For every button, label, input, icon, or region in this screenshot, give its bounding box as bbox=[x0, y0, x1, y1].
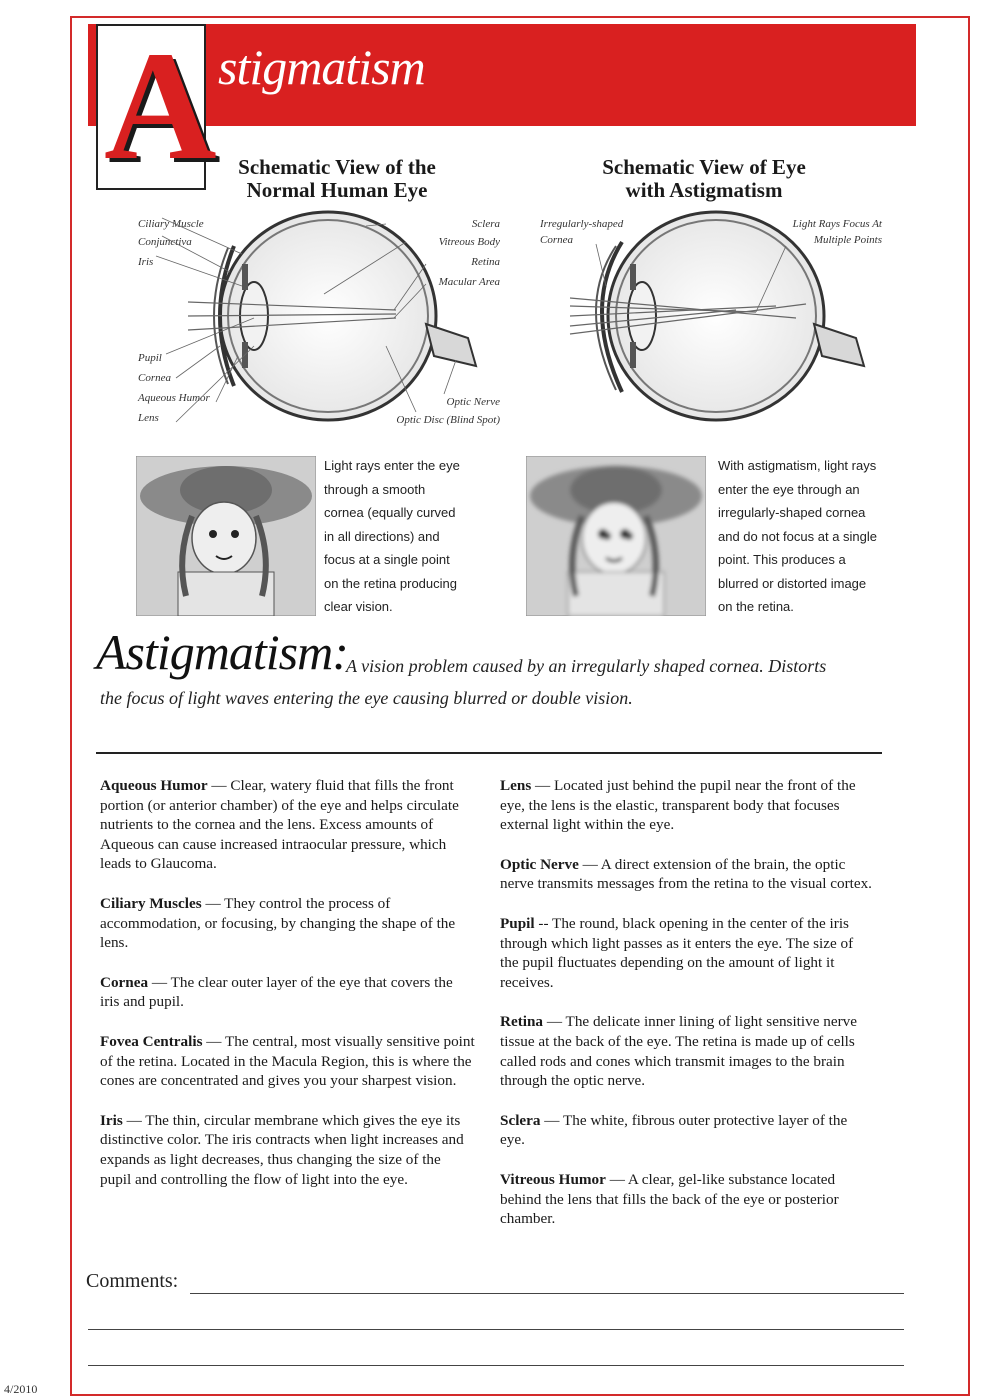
glossary-description: — A direct extension of the brain, the optic nerve transmits messages from the retina to the visual cortex. bbox=[500, 855, 872, 893]
definition-line-2: the focus of light waves entering the eye causing blurred or double vision. bbox=[100, 688, 633, 708]
caption-line: on the retina producing bbox=[324, 575, 457, 591]
comments-line-1[interactable] bbox=[190, 1293, 904, 1294]
glossary-term: Iris bbox=[100, 1111, 123, 1129]
glossary-description: — Located just behind the pupil near the front of the eye, the lens is the elastic, transparent body that focuses external light within the eye. bbox=[500, 777, 856, 834]
comments-label: Comments: bbox=[86, 1270, 179, 1292]
glossary-term: Optic Nerve bbox=[500, 855, 579, 873]
glossary-description: -- The round, black opening in the center of the iris through which light passes as it enters the eye. The size of the pupil fluctuates depending on the amount of light it receives. bbox=[500, 914, 854, 991]
glossary-entry bbox=[500, 855, 875, 894]
astig-vision-caption bbox=[718, 454, 877, 619]
normal-eye-label: Retina bbox=[471, 256, 500, 268]
glossary-description: — The thin, circular membrane which gives the eye its distinctive color. The iris contracts when light increases and expands as light decreases, thus changing the size of the pupil and controlling the flow of light into the eye. bbox=[100, 1111, 464, 1188]
normal-eye-label: Aqueous Humor bbox=[138, 392, 210, 404]
caption-line: and do not focus at a single bbox=[718, 528, 878, 544]
definition-line-1: A vision problem caused by an irregularly shaped cornea. Distorts bbox=[346, 656, 827, 676]
caption-line: blurred or distorted image bbox=[718, 575, 867, 591]
glossary-entry bbox=[500, 914, 875, 992]
glossary-entry bbox=[500, 776, 875, 835]
caption-line: enter the eye through an bbox=[718, 481, 860, 497]
glossary-term: Pupil bbox=[500, 914, 535, 932]
glossary-description: — The clear outer layer of the eye that covers the iris and pupil. bbox=[100, 973, 453, 1011]
blurred-vision-photo bbox=[526, 456, 706, 616]
caption-line: cornea (equally curved bbox=[324, 505, 456, 520]
glossary-entry bbox=[100, 973, 475, 1012]
glossary-term: Sclera bbox=[500, 1111, 541, 1129]
label-light-rays-1: Light Rays Focus At bbox=[792, 218, 882, 230]
caption-line: in all directions) and bbox=[324, 528, 440, 544]
normal-eye-label: Optic Nerve bbox=[446, 396, 500, 408]
glossary-description: — The delicate inner lining of light sensitive nerve tissue at the back of the eye. The retina is made up of cells called rods and cones which transmit images to the brain through the optic nerve. bbox=[500, 1013, 857, 1090]
glossary-description: — They control the process of accommodation, or focusing, by changing the shape of the lens. bbox=[100, 894, 456, 952]
glossary-description: — Clear, watery fluid that fills the front portion (or anterior chamber) of the eye and helps circulate nutrients to the cornea and the lens. Excess amounts of Aqueous can cause increased intraocular pressure, which leads to Glaucoma. bbox=[100, 777, 459, 873]
glossary-right-column bbox=[500, 776, 875, 1249]
section-divider bbox=[96, 752, 882, 754]
glossary-description: — The central, most visually sensitive point of the retina. Located in the Macula Region, this is where the cones are concentrated and gives you your sharpest vision. bbox=[100, 1032, 475, 1090]
page-title: stigmatism bbox=[218, 39, 425, 95]
caption-line: With astigmatism, light rays bbox=[718, 458, 877, 473]
definition-heading: Astigmatism: bbox=[96, 624, 348, 680]
glossary-left-column bbox=[100, 776, 475, 1209]
normal-eye-label: Cornea bbox=[138, 372, 171, 384]
glossary-entry bbox=[100, 1111, 475, 1189]
glossary-entry bbox=[500, 1111, 875, 1150]
glossary-entry bbox=[500, 1170, 875, 1229]
normal-eye-label: Pupil bbox=[138, 352, 162, 364]
normal-eye-title bbox=[222, 156, 452, 202]
normal-eye-label: Vitreous Body bbox=[438, 236, 500, 248]
footer-date: 4/2010 bbox=[4, 1382, 38, 1396]
caption-line: Light rays enter the eye bbox=[324, 458, 460, 473]
glossary-term: Cornea bbox=[100, 973, 149, 991]
normal-vision-caption bbox=[324, 454, 460, 619]
glossary-entry bbox=[500, 1012, 875, 1090]
astig-eye-title-line2: with Astigmatism bbox=[625, 178, 783, 202]
caption-line: through a smooth bbox=[324, 481, 426, 497]
glossary-description: — The white, fibrous outer protective layer of the eye. bbox=[500, 1111, 848, 1149]
normal-eye-label: Ciliary Muscle bbox=[138, 218, 204, 230]
label-light-rays-2: Multiple Points bbox=[813, 234, 882, 246]
glossary-entry bbox=[100, 1032, 475, 1091]
glossary-description: — A clear, gel-like substance located behind the lens that fills the back of the eye or posterior chamber. bbox=[500, 1170, 839, 1228]
label-irregular-cornea-1: Irregularly-shaped bbox=[540, 218, 624, 230]
label-irregular-cornea-2: Cornea bbox=[540, 234, 573, 246]
glossary-term: Aqueous Humor bbox=[100, 777, 208, 794]
normal-eye-label: Optic Disc (Blind Spot) bbox=[396, 414, 500, 426]
astig-eye-diagram bbox=[556, 206, 896, 438]
caption-line: irregularly-shaped cornea bbox=[718, 505, 866, 520]
glossary-entry bbox=[100, 776, 475, 874]
normal-eye-title-line2: Normal Human Eye bbox=[246, 178, 428, 202]
normal-eye-label: Sclera bbox=[471, 218, 500, 230]
normal-eye-label: Lens bbox=[138, 412, 159, 424]
glossary-term: Retina bbox=[500, 1013, 544, 1031]
normal-eye-label: Iris bbox=[138, 256, 154, 268]
astig-eye-title-line1: Schematic View of Eye bbox=[602, 155, 806, 179]
astig-eye-title bbox=[584, 156, 824, 202]
caption-line: point. This produces a bbox=[718, 552, 846, 567]
caption-line: on the retina. bbox=[718, 599, 794, 614]
comments-line-3[interactable] bbox=[88, 1365, 904, 1366]
drop-cap-letter: A bbox=[104, 19, 217, 192]
glossary-term: Lens bbox=[500, 777, 532, 794]
glossary-term: Ciliary Muscles bbox=[100, 894, 202, 912]
normal-eye-label: Conjunctiva bbox=[138, 236, 192, 248]
normal-eye-title-line1: Schematic View of the bbox=[238, 155, 436, 179]
caption-line: clear vision. bbox=[324, 599, 393, 614]
clear-vision-photo bbox=[136, 456, 316, 616]
glossary-term: Vitreous Humor bbox=[500, 1170, 606, 1188]
glossary-entry bbox=[100, 894, 475, 953]
normal-eye-label: Macular Area bbox=[438, 276, 500, 288]
caption-line: focus at a single point bbox=[324, 552, 450, 567]
normal-eye-diagram bbox=[96, 206, 516, 438]
glossary-term: Fovea Centralis bbox=[100, 1032, 203, 1050]
comments-line-2[interactable] bbox=[88, 1329, 904, 1330]
